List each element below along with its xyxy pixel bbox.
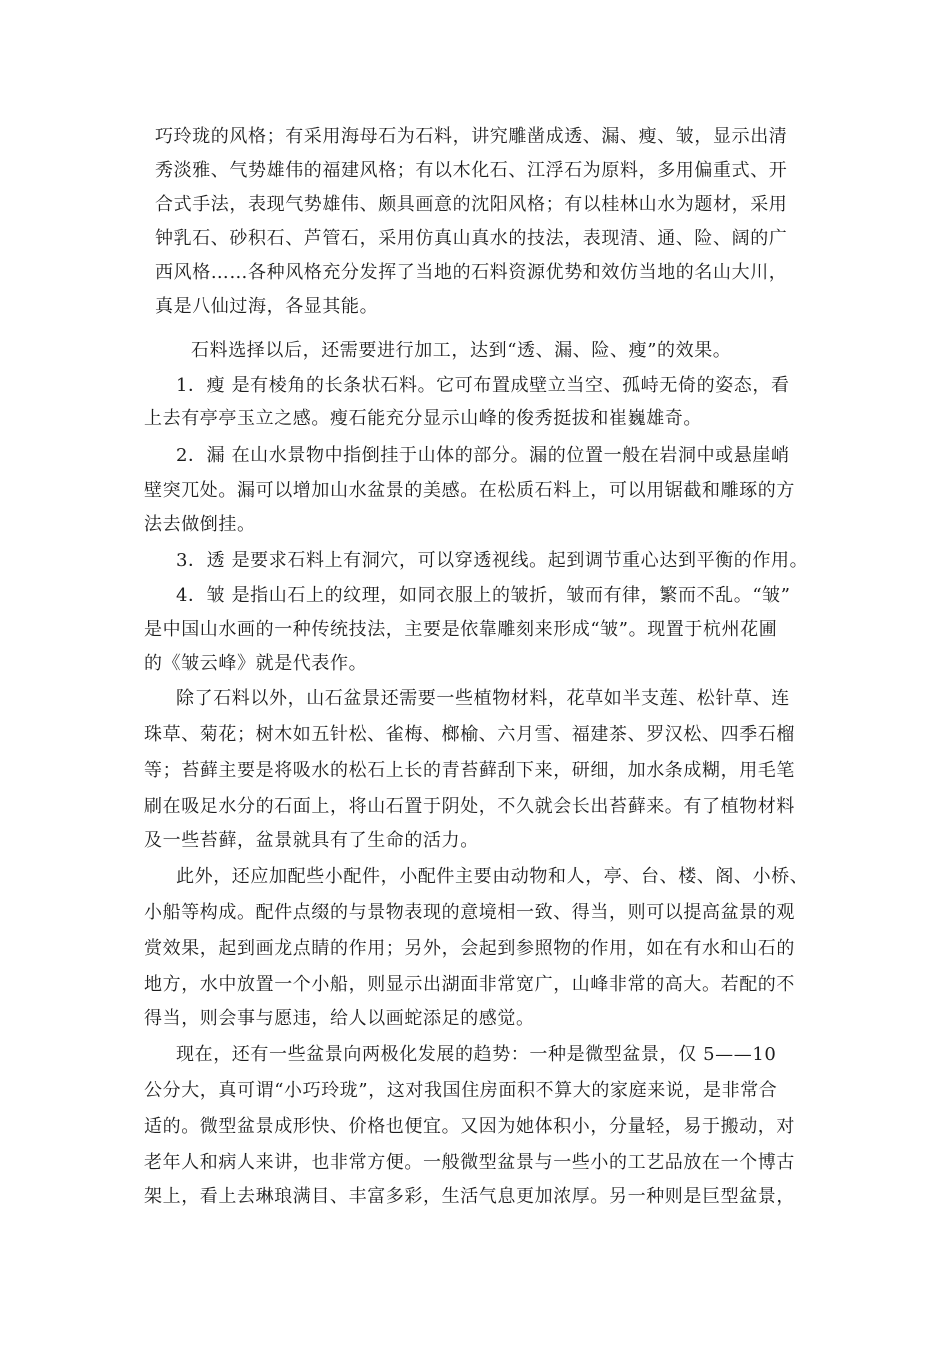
- text-line: 此外，还应加配些小配件，小配件主要由动物和人，亭、台、楼、阁、小桥、: [176, 866, 809, 887]
- text-line: 钟乳石、砂积石、芦管石，采用仿真山真水的技法，表现清、通、险、阔的广: [155, 228, 788, 249]
- text-line: 1．瘦 是有棱角的长条状石料。它可布置成壁立当空、孤峙无倚的姿态，看: [176, 375, 790, 396]
- text-line: 及一些苔藓，盆景就具有了生命的活力。: [144, 830, 479, 851]
- text-line: 3．透 是要求石料上有洞穴，可以穿透视线。起到调节重心达到平衡的作用。: [176, 550, 809, 571]
- text-line: 是中国山水画的一种传统技法，主要是依靠雕刻来形成“皱”。现置于杭州花圃: [144, 619, 778, 640]
- text-line: 的《皱云峰》就是代表作。: [144, 653, 368, 674]
- text-line: 地方，水中放置一个小船，则显示出湖面非常宽广，山峰非常的高大。若配的不: [144, 974, 795, 995]
- text-line: 秀淡雅、气势雄伟的福建风格；有以木化石、江浮石为原料，多用偏重式、开: [155, 160, 788, 181]
- text-line: 得当，则会事与愿违，给人以画蛇添足的感觉。: [144, 1008, 535, 1029]
- text-line: 石料选择以后，还需要进行加工，达到“透、漏、险、瘦”的效果。: [191, 340, 732, 361]
- text-line: 真是八仙过海，各显其能。: [155, 296, 379, 317]
- text-line: 合式手法，表现气势雄伟、颇具画意的沈阳风格；有以桂林山水为题材，采用: [155, 194, 788, 215]
- text-line: 架上，看上去琳琅满目、丰富多彩，生活气息更加浓厚。另一种则是巨型盆景，: [144, 1186, 795, 1207]
- text-line: 老年人和病人来讲，也非常方便。一般微型盆景与一些小的工艺品放在一个博古: [144, 1152, 795, 1173]
- text-line: 小船等构成。配件点缀的与景物表现的意境相一致、得当，则可以提高盆景的观: [144, 902, 795, 923]
- text-line: 公分大，真可谓“小巧玲珑”，这对我国住房面积不算大的家庭来说，是非常合: [144, 1080, 778, 1101]
- text-line: 珠草、菊花；树木如五针松、雀梅、榔榆、六月雪、福建茶、罗汉松、四季石榴: [144, 724, 795, 745]
- text-line: 巧玲珑的风格；有采用海母石为石料，讲究雕凿成透、漏、瘦、皱，显示出清: [155, 126, 788, 147]
- text-line: 赏效果，起到画龙点睛的作用；另外，会起到参照物的作用，如在有水和山石的: [144, 938, 795, 959]
- text-line: 等；苔藓主要是将吸水的松石上长的青苔藓刮下来，研细，加水条成糊，用毛笔: [144, 760, 795, 781]
- text-line: 4．皱 是指山石上的纹理，如同衣服上的皱折，皱而有律，繁而不乱。“皱”: [176, 585, 791, 606]
- text-line: 2．漏 在山水景物中指倒挂于山体的部分。漏的位置一般在岩洞中或悬崖峭: [176, 445, 790, 466]
- text-line: 西风格……各种风格充分发挥了当地的石料资源优势和效仿当地的名山大川，: [155, 262, 788, 283]
- text-line: 法去做倒挂。: [144, 514, 256, 535]
- text-line: 适的。微型盆景成形快、价格也便宜。又因为她体积小，分量轻，易于搬动，对: [144, 1116, 795, 1137]
- text-line: 现在，还有一些盆景向两极化发展的趋势：一种是微型盆景，仅 5——10: [176, 1044, 777, 1065]
- text-line: 壁突兀处。漏可以增加山水盆景的美感。在松质石料上，可以用锯截和雕琢的方: [144, 480, 795, 501]
- text-line: 刷在吸足水分的石面上，将山石置于阴处，不久就会长出苔藓来。有了植物材料: [144, 796, 795, 817]
- text-line: 除了石料以外，山石盆景还需要一些植物材料，花草如半支莲、松针草、连: [176, 688, 790, 709]
- text-line: 上去有亭亭玉立之感。瘦石能充分显示山峰的俊秀挺拔和崔巍雄奇。: [144, 408, 702, 429]
